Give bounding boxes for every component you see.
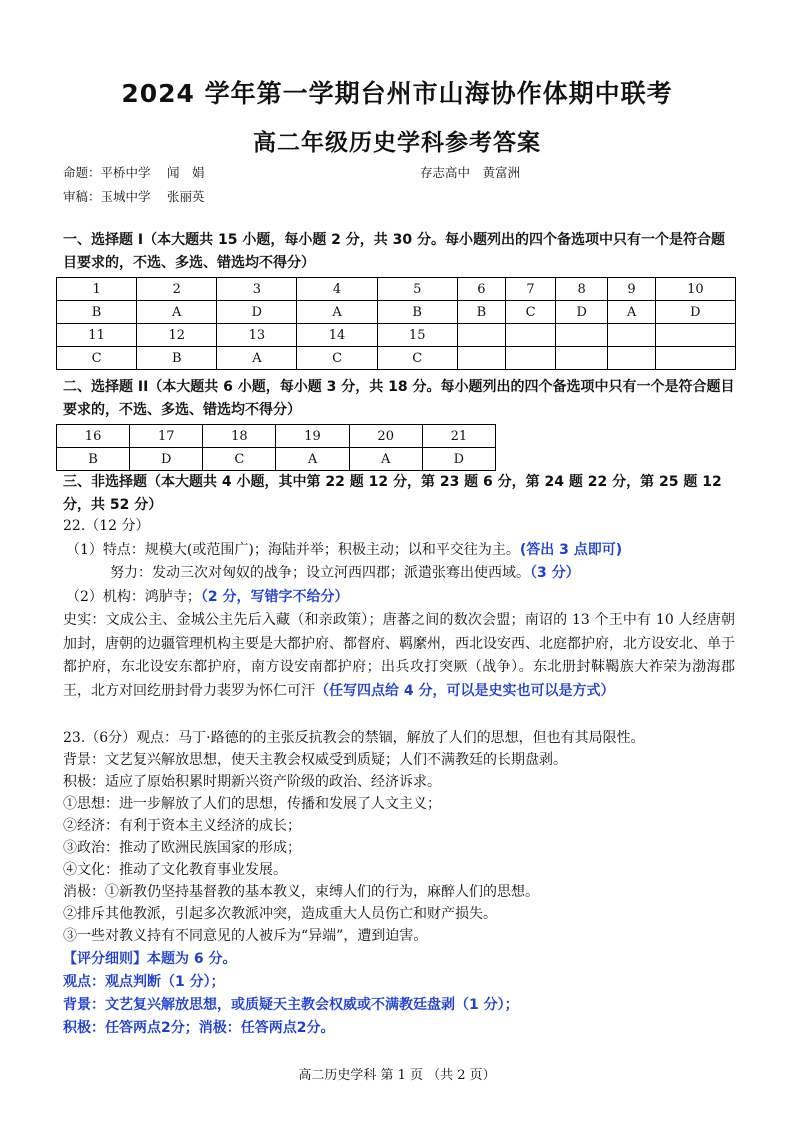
author-credit: 命题：平桥中学 闻 娟 <box>63 165 205 180</box>
answer-cell: D <box>655 301 735 324</box>
answer-cell: 20 <box>349 425 422 448</box>
q23-viewpoint: 23.（6分）观点：马丁·路德的的主张反抗教会的禁锢，解放了人们的思想，但也有其局限性。 <box>63 730 645 746</box>
q23-rubric-evaluation: 积极：任答两点2分；消极：任答两点2分。 <box>63 1020 335 1036</box>
answer-cell: B <box>377 301 457 324</box>
answer-cell <box>655 347 735 370</box>
answer-cell: 19 <box>276 425 349 448</box>
answer-cell: C <box>203 448 276 471</box>
answer-cell: 1 <box>57 278 137 301</box>
answer-cell <box>608 324 655 347</box>
answer-cell: C <box>506 301 556 324</box>
q23-negative-3: ③一些对教义持有不同意见的人被斥为“异端”，遭到迫害。 <box>63 928 428 944</box>
q23-background: 背景：文艺复兴解放思想，使天主教会权威受到质疑；人们不满教廷的长期盘剥。 <box>63 752 567 768</box>
document-title: 2024 学年第一学期台州市山海协作体期中联考 <box>121 79 673 108</box>
answer-cell: B <box>57 301 137 324</box>
answer-cell <box>506 347 556 370</box>
answer-cell: C <box>57 347 137 370</box>
q23-rubric-title: 【评分细则】本题为 6 分。 <box>63 951 237 967</box>
answer-row <box>57 324 736 347</box>
answer-cell: 15 <box>377 324 457 347</box>
q22-part1-line <box>66 539 746 561</box>
answer-cell: 9 <box>608 278 655 301</box>
answer-row <box>57 301 736 324</box>
answer-cell: 16 <box>57 425 130 448</box>
answer-cell: B <box>457 301 505 324</box>
answer-cell: C <box>377 347 457 370</box>
section1-answer-table <box>56 277 736 370</box>
answer-cell: 5 <box>377 278 457 301</box>
q23-positive-economy: ②经济：有利于资本主义经济的成长； <box>63 818 301 834</box>
answer-cell: A <box>297 301 377 324</box>
answer-cell: 17 <box>130 425 203 448</box>
answer-cell <box>655 324 735 347</box>
answer-cell: A <box>137 301 217 324</box>
q22-effort-text: 努力：发动三次对匈奴的战争；设立河西四郡；派遣张骞出使西域。 <box>110 565 530 581</box>
q23-negative-2: ②排斥其他教派，引起多次教派冲突，造成重大人员伤亡和财产损失。 <box>63 906 497 922</box>
answer-cell: D <box>130 448 203 471</box>
answer-cell: 2 <box>137 278 217 301</box>
q23-positive-politics: ③政治：推动了欧洲民族国家的形成； <box>63 840 301 856</box>
answer-cell: 13 <box>217 324 297 347</box>
q23-rubric-viewpoint: 观点：观点判断（1 分）； <box>63 974 225 990</box>
document-subtitle: 高二年级历史学科参考答案 <box>253 130 541 156</box>
q22-part2-text: （2）机构：鸿胪寺； <box>66 589 201 605</box>
answer-cell: A <box>276 448 349 471</box>
q22-history-text: 史实：文成公主、金城公主先后入藏（和亲政策）；唐蕃之间的数次会盟；南诏的 13 个王中有 10 人经唐朝加封，唐朝的边疆管理机构主要是大都护府、都督府、羁縻州，西北设安西、北庭都护府，北方设安北、单于都护府，东北设安东都护府，南方设安南都护府；出兵攻打突厥（战争）。东北册封靺鞨族大祚荣为渤海郡王，北方对回纥册封骨力裴罗为怀仁可汗 <box>63 612 735 699</box>
answer-row <box>57 347 736 370</box>
answer-cell: 18 <box>203 425 276 448</box>
page-footer: 高二历史学科 第 1 页 （共 2 页） <box>298 1068 496 1083</box>
q23-positive-thought: ①思想：进一步解放了人们的思想，传播和发展了人文主义； <box>63 796 441 812</box>
answer-cell: 7 <box>506 278 556 301</box>
q22-part1-note: (答出 3 点即可) <box>519 542 623 558</box>
answer-cell: 14 <box>297 324 377 347</box>
answer-cell: B <box>137 347 217 370</box>
answer-cell <box>457 324 505 347</box>
answer-cell <box>506 324 556 347</box>
q22-effort-note: （3 分） <box>530 565 580 581</box>
answer-cell <box>608 347 655 370</box>
section3-heading: 三、非选择题（本大题共 4 小题，其中第 22 题 12 分，第 23 题 6 分，第 24 题 22 分，第 25 题 12 分，共 52 分） <box>63 474 722 513</box>
section2-heading: 二、选择题 II（本大题共 6 小题，每小题 3 分，共 18 分。每小题列出的四个备选项中只有一个是符合题目要求的，不选、多选、错选均不得分） <box>63 379 735 418</box>
q22-effort-line <box>110 562 790 584</box>
q22-history-paragraph <box>63 609 735 703</box>
answer-cell: A <box>217 347 297 370</box>
q22-part2-line <box>66 586 746 608</box>
reviewer-credit: 审稿：玉城中学 张丽英 <box>63 189 205 204</box>
q23-rubric-background: 背景：文艺复兴解放思想，或质疑天主教会权威或不满教廷盘剥（1 分）； <box>63 997 519 1013</box>
answer-row <box>57 278 736 301</box>
q23-negative-1: 消极：①新教仍坚持基督教的基本教义，束缚人们的行为，麻醉人们的思想。 <box>63 884 539 900</box>
answer-cell: 10 <box>655 278 735 301</box>
q22-part1-text: （1）特点：规模大(或范围广)；海陆并举；积极主动；以和平交往为主。 <box>66 542 520 558</box>
answer-cell <box>556 347 608 370</box>
answer-row <box>57 425 496 448</box>
answer-cell: D <box>217 301 297 324</box>
q23-positive-culture: ④文化：推动了文化教育事业发展。 <box>63 862 287 878</box>
answer-cell: C <box>297 347 377 370</box>
section2-answer-table <box>56 424 496 471</box>
answer-cell: 8 <box>556 278 608 301</box>
answer-row <box>57 448 496 471</box>
answer-cell: D <box>556 301 608 324</box>
answer-cell: 12 <box>137 324 217 347</box>
answer-cell <box>556 324 608 347</box>
answer-cell: D <box>422 448 495 471</box>
answer-cell: A <box>608 301 655 324</box>
section1-heading: 一、选择题 I（本大题共 15 小题，每小题 2 分，共 30 分。每小题列出的四个备选项中只有一个是符合题目要求的，不选、多选、错选均不得分） <box>63 232 726 271</box>
answer-cell: B <box>57 448 130 471</box>
answer-cell: 21 <box>422 425 495 448</box>
answer-cell: 6 <box>457 278 505 301</box>
answer-cell <box>457 347 505 370</box>
answer-cell: 4 <box>297 278 377 301</box>
answer-cell: 3 <box>217 278 297 301</box>
q23-positive: 积极：适应了原始积累时期新兴资产阶级的政治、经济诉求。 <box>63 774 441 790</box>
q22-number: 22.（12 分） <box>63 518 150 534</box>
co-author-credit: 存志高中 黄富洲 <box>420 165 521 180</box>
answer-cell: 11 <box>57 324 137 347</box>
q22-part2-note: （2 分，写错字不给分） <box>200 589 349 605</box>
q22-history-note: （任写四点给 4 分，可以是史实也可以是方式） <box>315 682 615 699</box>
answer-cell: A <box>349 448 422 471</box>
